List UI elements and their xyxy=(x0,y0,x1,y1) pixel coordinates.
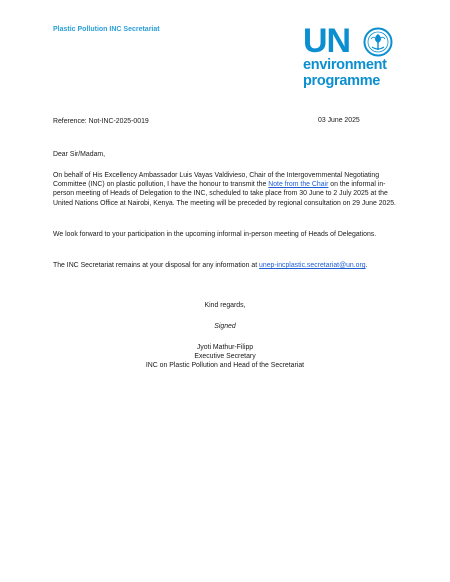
signatory-name: Jyoti Mathur-Filipp xyxy=(196,344,254,351)
logo-programme-text: programme xyxy=(303,73,381,89)
logo-un-text: UN xyxy=(303,22,351,60)
letter-date: 03 June 2025 xyxy=(318,117,360,124)
secretariat-heading: Plastic Pollution INC Secretariat xyxy=(53,26,160,33)
body-paragraph-1 xyxy=(53,171,401,208)
signatory-title: Executive Secretary xyxy=(194,353,256,360)
salutation: Dear Sir/Madam, xyxy=(53,151,106,158)
secretariat-email-link[interactable]: unep-incplastic.secretariat@un.org xyxy=(259,262,366,269)
signatory-role: INC on Plastic Pollution and Head of the Secretariat xyxy=(145,362,305,369)
body-paragraph-2: We look forward to your participation in the upcoming informal in-person meeting of Heads of Delegations. xyxy=(53,231,377,238)
unep-emblem-icon xyxy=(363,27,393,57)
para1-text-end: on the informal in-person meeting of Heads of Delegation to the INC, scheduled to take place from 30 June to 2 July 2025 at the United Nations Office at Nairobi, Kenya. The meeting will be preceded by regional consultation on 29 June 2025. xyxy=(53,181,396,207)
para1-text-start: On behalf of His Excellency Ambassador Luis Vayas Valdivieso, Chair of the Intergovernmental Negotiating Committee (INC) on plastic pollution, I have the honour to transmit the xyxy=(53,172,380,189)
reference-number: Reference: Not-INC-2025-0019 xyxy=(53,118,149,125)
para3-text-start: The INC Secretariat remains at your disposal for any information at xyxy=(53,262,260,269)
note-from-chair-link[interactable]: Note from the Chair xyxy=(268,181,329,189)
closing: Kind regards, xyxy=(204,302,246,309)
body-paragraph-3 xyxy=(53,261,401,270)
logo-environment-text: environment xyxy=(303,57,387,73)
signed-note: Signed xyxy=(214,323,236,330)
unep-logo xyxy=(303,24,395,88)
para3-text-end: . xyxy=(365,262,368,269)
